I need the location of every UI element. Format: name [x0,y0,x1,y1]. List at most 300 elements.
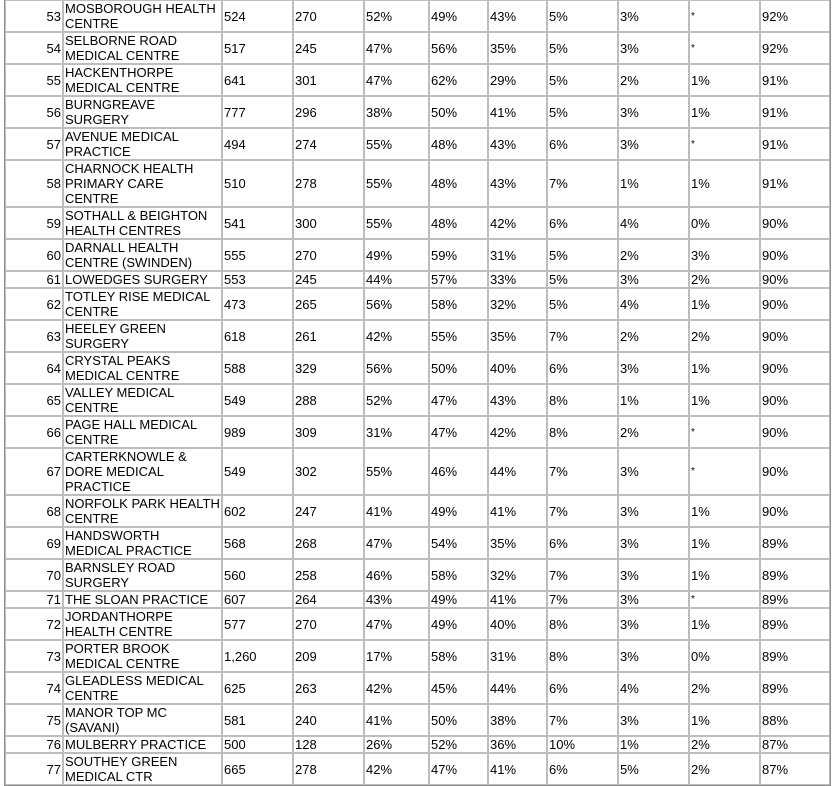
value-cell-8: * [689,128,760,160]
value-cell-7: 2% [618,416,689,448]
value-cell-5: 41% [488,753,547,785]
rank-cell: 62 [5,288,63,320]
value-cell-3: 56% [364,352,429,384]
value-cell-5: 35% [488,32,547,64]
value-cell-4: 58% [429,559,488,591]
rank-cell: 63 [5,320,63,352]
value-cell-4: 55% [429,320,488,352]
value-cell-4: 50% [429,704,488,736]
practice-name-cell: SELBORNE ROAD MEDICAL CENTRE [63,32,222,64]
value-cell-7: 3% [618,448,689,495]
value-cell-2: 301 [293,64,364,96]
practice-name-cell: THE SLOAN PRACTICE [63,591,222,608]
practice-name-cell: BURNGREAVE SURGERY [63,96,222,128]
value-cell-7: 3% [618,559,689,591]
value-cell-6: 5% [547,0,618,32]
value-cell-3: 17% [364,640,429,672]
value-cell-4: 50% [429,96,488,128]
value-cell-1: 989 [222,416,293,448]
value-cell-5: 38% [488,704,547,736]
value-cell-8: 2% [689,753,760,785]
value-cell-2: 278 [293,753,364,785]
value-cell-1: 553 [222,271,293,288]
value-cell-2: 270 [293,0,364,32]
value-cell-4: 49% [429,591,488,608]
value-cell-3: 55% [364,448,429,495]
value-cell-4: 58% [429,288,488,320]
value-cell-2: 300 [293,207,364,239]
table-row [5,128,830,160]
value-cell-1: 510 [222,160,293,207]
rank-cell: 53 [5,0,63,32]
value-cell-8: * [689,0,760,32]
value-cell-8: * [689,416,760,448]
value-cell-9: 90% [760,495,830,527]
rank-cell: 64 [5,352,63,384]
value-cell-3: 41% [364,495,429,527]
table-row [5,672,830,704]
value-cell-3: 47% [364,527,429,559]
value-cell-5: 29% [488,64,547,96]
value-cell-3: 42% [364,753,429,785]
value-cell-1: 607 [222,591,293,608]
value-cell-2: 240 [293,704,364,736]
value-cell-6: 6% [547,207,618,239]
value-cell-6: 6% [547,128,618,160]
value-cell-9: 91% [760,128,830,160]
value-cell-7: 3% [618,640,689,672]
value-cell-1: 641 [222,64,293,96]
table-row [5,96,830,128]
table-row [5,640,830,672]
value-cell-2: 288 [293,384,364,416]
value-cell-5: 40% [488,352,547,384]
table-row [5,753,830,785]
value-cell-3: 26% [364,736,429,753]
value-cell-8: 1% [689,559,760,591]
value-cell-4: 57% [429,271,488,288]
table-row [5,416,830,448]
value-cell-4: 62% [429,64,488,96]
rank-cell: 54 [5,32,63,64]
table-row [5,591,830,608]
value-cell-1: 588 [222,352,293,384]
value-cell-2: 245 [293,271,364,288]
value-cell-5: 44% [488,448,547,495]
value-cell-7: 3% [618,0,689,32]
value-cell-3: 42% [364,320,429,352]
value-cell-7: 1% [618,384,689,416]
value-cell-9: 90% [760,416,830,448]
value-cell-3: 55% [364,160,429,207]
value-cell-8: 1% [689,527,760,559]
value-cell-5: 41% [488,495,547,527]
value-cell-3: 49% [364,239,429,271]
rank-cell: 76 [5,736,63,753]
value-cell-5: 41% [488,591,547,608]
value-cell-5: 43% [488,384,547,416]
rank-cell: 65 [5,384,63,416]
value-cell-6: 6% [547,672,618,704]
value-cell-1: 549 [222,384,293,416]
value-cell-5: 42% [488,207,547,239]
value-cell-2: 270 [293,608,364,640]
table-row [5,352,830,384]
value-cell-9: 90% [760,352,830,384]
value-cell-4: 46% [429,448,488,495]
value-cell-6: 7% [547,495,618,527]
table-body [5,0,830,785]
value-cell-4: 47% [429,384,488,416]
rank-cell: 74 [5,672,63,704]
value-cell-1: 517 [222,32,293,64]
value-cell-7: 2% [618,239,689,271]
value-cell-9: 89% [760,559,830,591]
table-row [5,495,830,527]
value-cell-6: 8% [547,608,618,640]
practice-name-cell: MULBERRY PRACTICE [63,736,222,753]
value-cell-4: 49% [429,0,488,32]
value-cell-8: 0% [689,207,760,239]
value-cell-5: 44% [488,672,547,704]
value-cell-5: 41% [488,96,547,128]
value-cell-8: 2% [689,271,760,288]
value-cell-4: 50% [429,352,488,384]
value-cell-6: 5% [547,239,618,271]
value-cell-4: 59% [429,239,488,271]
value-cell-2: 329 [293,352,364,384]
value-cell-2: 296 [293,96,364,128]
value-cell-8: 1% [689,288,760,320]
rank-cell: 69 [5,527,63,559]
rank-cell: 70 [5,559,63,591]
value-cell-9: 91% [760,64,830,96]
value-cell-2: 245 [293,32,364,64]
value-cell-7: 3% [618,32,689,64]
value-cell-1: 549 [222,448,293,495]
value-cell-3: 56% [364,288,429,320]
value-cell-3: 43% [364,591,429,608]
value-cell-4: 48% [429,207,488,239]
value-cell-2: 274 [293,128,364,160]
value-cell-6: 5% [547,288,618,320]
rank-cell: 59 [5,207,63,239]
rank-cell: 72 [5,608,63,640]
value-cell-8: 2% [689,320,760,352]
value-cell-9: 90% [760,448,830,495]
table-row [5,384,830,416]
value-cell-6: 7% [547,704,618,736]
value-cell-7: 3% [618,591,689,608]
rank-cell: 73 [5,640,63,672]
value-cell-3: 55% [364,207,429,239]
value-cell-4: 47% [429,753,488,785]
practice-results-table [4,0,831,786]
value-cell-1: 625 [222,672,293,704]
value-cell-7: 3% [618,704,689,736]
value-cell-1: 524 [222,0,293,32]
value-cell-6: 5% [547,64,618,96]
value-cell-6: 7% [547,160,618,207]
value-cell-7: 3% [618,271,689,288]
value-cell-4: 49% [429,495,488,527]
value-cell-2: 263 [293,672,364,704]
practice-name-cell: VALLEY MEDICAL CENTRE [63,384,222,416]
value-cell-7: 1% [618,736,689,753]
value-cell-5: 33% [488,271,547,288]
value-cell-8: 1% [689,160,760,207]
table-row [5,736,830,753]
practice-name-cell: CHARNOCK HEALTH PRIMARY CARE CENTRE [63,160,222,207]
value-cell-5: 32% [488,559,547,591]
value-cell-7: 4% [618,207,689,239]
value-cell-9: 87% [760,736,830,753]
value-cell-5: 35% [488,527,547,559]
value-cell-8: 1% [689,608,760,640]
rank-cell: 56 [5,96,63,128]
value-cell-9: 90% [760,288,830,320]
value-cell-3: 44% [364,271,429,288]
value-cell-9: 90% [760,207,830,239]
value-cell-5: 36% [488,736,547,753]
value-cell-8: 0% [689,640,760,672]
value-cell-1: 602 [222,495,293,527]
value-cell-2: 209 [293,640,364,672]
value-cell-7: 3% [618,608,689,640]
table-row [5,64,830,96]
value-cell-6: 8% [547,416,618,448]
practice-name-cell: DARNALL HEALTH CENTRE (SWINDEN) [63,239,222,271]
value-cell-5: 32% [488,288,547,320]
value-cell-8: * [689,591,760,608]
practice-name-cell: JORDANTHORPE HEALTH CENTRE [63,608,222,640]
value-cell-3: 55% [364,128,429,160]
rank-cell: 75 [5,704,63,736]
value-cell-3: 42% [364,672,429,704]
value-cell-8: 1% [689,495,760,527]
value-cell-6: 6% [547,753,618,785]
value-cell-8: 1% [689,352,760,384]
rank-cell: 66 [5,416,63,448]
rank-cell: 60 [5,239,63,271]
value-cell-8: 1% [689,384,760,416]
value-cell-8: 3% [689,239,760,271]
table-row [5,271,830,288]
value-cell-2: 278 [293,160,364,207]
table-row [5,32,830,64]
value-cell-9: 89% [760,527,830,559]
table-row [5,0,830,32]
value-cell-3: 52% [364,384,429,416]
practice-name-cell: MOSBOROUGH HEALTH CENTRE [63,0,222,32]
value-cell-5: 42% [488,416,547,448]
value-cell-1: 568 [222,527,293,559]
value-cell-8: 1% [689,96,760,128]
value-cell-3: 31% [364,416,429,448]
value-cell-9: 90% [760,320,830,352]
value-cell-5: 35% [488,320,547,352]
value-cell-7: 3% [618,96,689,128]
value-cell-5: 31% [488,239,547,271]
value-cell-7: 3% [618,352,689,384]
value-cell-9: 89% [760,640,830,672]
rank-cell: 68 [5,495,63,527]
value-cell-4: 58% [429,640,488,672]
value-cell-6: 8% [547,640,618,672]
practice-name-cell: LOWEDGES SURGERY [63,271,222,288]
value-cell-4: 48% [429,160,488,207]
value-cell-8: 2% [689,672,760,704]
value-cell-2: 265 [293,288,364,320]
value-cell-5: 31% [488,640,547,672]
value-cell-3: 47% [364,608,429,640]
value-cell-1: 577 [222,608,293,640]
value-cell-6: 6% [547,527,618,559]
practice-name-cell: SOTHALL & BEIGHTON HEALTH CENTRES [63,207,222,239]
value-cell-1: 473 [222,288,293,320]
value-cell-2: 258 [293,559,364,591]
value-cell-6: 6% [547,352,618,384]
value-cell-7: 5% [618,753,689,785]
value-cell-7: 1% [618,160,689,207]
practice-name-cell: HANDSWORTH MEDICAL PRACTICE [63,527,222,559]
value-cell-4: 45% [429,672,488,704]
value-cell-7: 2% [618,320,689,352]
value-cell-5: 40% [488,608,547,640]
rank-cell: 71 [5,591,63,608]
table-row [5,608,830,640]
value-cell-7: 2% [618,64,689,96]
value-cell-1: 541 [222,207,293,239]
value-cell-6: 10% [547,736,618,753]
rank-cell: 58 [5,160,63,207]
practice-name-cell: HACKENTHORPE MEDICAL CENTRE [63,64,222,96]
table-row [5,239,830,271]
value-cell-1: 494 [222,128,293,160]
value-cell-5: 43% [488,128,547,160]
rank-cell: 67 [5,448,63,495]
practice-name-cell: AVENUE MEDICAL PRACTICE [63,128,222,160]
value-cell-2: 309 [293,416,364,448]
value-cell-9: 88% [760,704,830,736]
value-cell-9: 91% [760,160,830,207]
practice-name-cell: PAGE HALL MEDICAL CENTRE [63,416,222,448]
value-cell-5: 43% [488,0,547,32]
value-cell-1: 555 [222,239,293,271]
rank-cell: 77 [5,753,63,785]
value-cell-9: 89% [760,672,830,704]
value-cell-9: 90% [760,384,830,416]
value-cell-4: 56% [429,32,488,64]
value-cell-2: 302 [293,448,364,495]
practice-name-cell: MANOR TOP MC (SAVANI) [63,704,222,736]
value-cell-6: 7% [547,320,618,352]
value-cell-5: 43% [488,160,547,207]
value-cell-2: 268 [293,527,364,559]
value-cell-1: 500 [222,736,293,753]
value-cell-6: 7% [547,448,618,495]
value-cell-1: 560 [222,559,293,591]
value-cell-3: 47% [364,64,429,96]
value-cell-4: 48% [429,128,488,160]
value-cell-1: 618 [222,320,293,352]
value-cell-6: 5% [547,271,618,288]
value-cell-9: 90% [760,271,830,288]
value-cell-2: 261 [293,320,364,352]
rank-cell: 57 [5,128,63,160]
value-cell-7: 3% [618,128,689,160]
value-cell-8: * [689,32,760,64]
table-row [5,559,830,591]
value-cell-1: 665 [222,753,293,785]
value-cell-3: 46% [364,559,429,591]
value-cell-8: 2% [689,736,760,753]
value-cell-6: 8% [547,384,618,416]
value-cell-1: 777 [222,96,293,128]
practice-name-cell: GLEADLESS MEDICAL CENTRE [63,672,222,704]
value-cell-6: 5% [547,96,618,128]
value-cell-8: 1% [689,64,760,96]
practice-name-cell: SOUTHEY GREEN MEDICAL CTR [63,753,222,785]
table-row [5,704,830,736]
practice-name-cell: CARTERKNOWLE & DORE MEDICAL PRACTICE [63,448,222,495]
value-cell-9: 89% [760,591,830,608]
value-cell-7: 3% [618,527,689,559]
practice-name-cell: HEELEY GREEN SURGERY [63,320,222,352]
value-cell-3: 52% [364,0,429,32]
value-cell-2: 128 [293,736,364,753]
value-cell-2: 270 [293,239,364,271]
table-row [5,288,830,320]
value-cell-9: 91% [760,96,830,128]
value-cell-3: 41% [364,704,429,736]
table-row [5,160,830,207]
value-cell-6: 7% [547,559,618,591]
value-cell-7: 4% [618,288,689,320]
table-row [5,527,830,559]
value-cell-3: 38% [364,96,429,128]
practice-name-cell: CRYSTAL PEAKS MEDICAL CENTRE [63,352,222,384]
value-cell-8: 1% [689,704,760,736]
value-cell-4: 52% [429,736,488,753]
table-row [5,207,830,239]
value-cell-9: 90% [760,239,830,271]
practice-name-cell: TOTLEY RISE MEDICAL CENTRE [63,288,222,320]
practice-name-cell: BARNSLEY ROAD SURGERY [63,559,222,591]
value-cell-8: * [689,448,760,495]
value-cell-9: 92% [760,32,830,64]
rank-cell: 55 [5,64,63,96]
rank-cell: 61 [5,271,63,288]
value-cell-7: 3% [618,495,689,527]
value-cell-3: 47% [364,32,429,64]
table-row [5,320,830,352]
value-cell-6: 5% [547,32,618,64]
value-cell-4: 47% [429,416,488,448]
value-cell-2: 264 [293,591,364,608]
value-cell-9: 92% [760,0,830,32]
value-cell-6: 7% [547,591,618,608]
value-cell-9: 89% [760,608,830,640]
value-cell-4: 54% [429,527,488,559]
value-cell-1: 581 [222,704,293,736]
practice-name-cell: NORFOLK PARK HEALTH CENTRE [63,495,222,527]
table-row [5,448,830,495]
value-cell-2: 247 [293,495,364,527]
value-cell-1: 1,260 [222,640,293,672]
value-cell-7: 4% [618,672,689,704]
practice-name-cell: PORTER BROOK MEDICAL CENTRE [63,640,222,672]
